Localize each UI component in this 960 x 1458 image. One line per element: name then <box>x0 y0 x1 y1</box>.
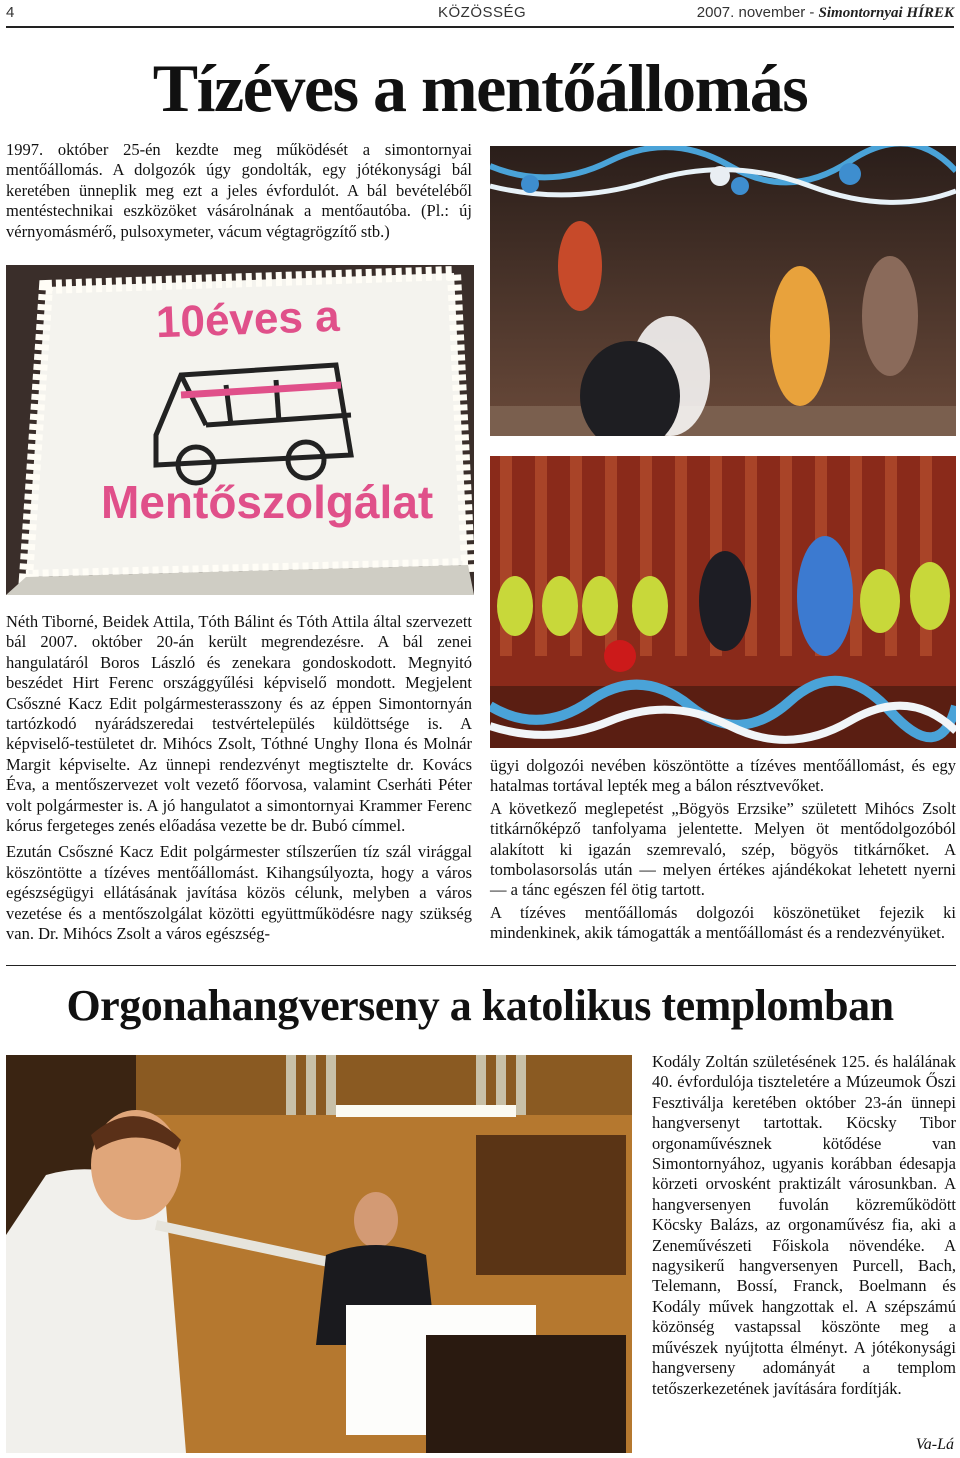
left-paragraph-1: Néth Tiborné, Beidek Attila, Tóth Bálint és Tóth Attila által szervezett bál 2007. október 20-án került megrendezésre. A bál zenei hangulatáról Boros László és zenekara gondoskodott. Megnyitó beszédet Hirt Ferenc országgyűlési képviselő mondott. Megjelent Csőszné Kacz Edit polgármesterasszony és az éppen Simontornyán tartózkodó nyárádszeredai testvértelepülés küldöttsége is. A képviselő-testületet dr. Mihócs Zsolt, Tóthné Unghy Ilona és Molnár Margit képviselte. Az ünnepi rendezvényt megtisztelte dr. Kovács Éva, a mentőszervezet volt vezető főorvosa, valamint Cserháti Péter volt polgármester is. A jó hangulatot a simontornyai Krammer Ferenc kórus fergeteges zenés előadása vezette be dr. Bubó címmel. <box>6 612 472 836</box>
article2-paragraph: Kodály Zoltán születésének 125. és halálának 40. évfordulója tiszteletére a Múzeumok Őszi Fesztiválja keretében október 23-án ünnepi hangversenyt tartottak. Köcsky Tibor orgonaművésznek kötődése van Simontornyához, ugyanis korábban édesapja körzeti orvosként praktizált városunkban. A hangversenyen fuvolán közreműködött Köcsky Balázs, az orgonaművész fia, aki a Zeneművészeti Főiskola növendéke. A nagysikerű hangversenyen Purcell, Bach, Telemann, Bossí, Franck, Boelmann és Kodály művek hangzottak el. A szépszámú közönség vastapssal köszönte meg a művészek nyújtotta élményt. A jótékonysági hangverseny adományát a templom tetőszerkezetének javítására fordítják. <box>652 1052 956 1398</box>
publication-name: Simontornyai HÍREK <box>818 5 954 21</box>
article2-body <box>652 1052 956 1405</box>
cake-inscription-bottom: Mentőszolgálat <box>101 476 434 528</box>
article1-intro <box>6 140 472 248</box>
article1-right-column <box>490 756 956 950</box>
article-separator <box>6 965 956 966</box>
right-paragraph-2: A következő meglepetést „Bögyös Erzsike” született Mihócs Zsolt titkárnőképző tanfolyama jelentette. Melyen öt mentődolgozóból alakított ki igazán szemrevaló, szép, bögyös titkárnőket. A tombolasorsolás után — melyen értékes ajándékokat lehetett nyerni — a tánc egészen fél ötig tartott. <box>490 798 956 900</box>
cake-inscription-top: 10éves a <box>155 291 341 348</box>
article2-title: Orgonahangverseny a katolikus templomban <box>66 981 894 1030</box>
stage-photo <box>490 456 956 748</box>
section-name: KÖZÖSSÉG <box>438 4 527 21</box>
issue-info <box>697 4 954 22</box>
concert-photo <box>6 1055 632 1453</box>
issue-date: 2007. november - <box>696 4 815 21</box>
header-rule <box>6 26 954 28</box>
dance-photo <box>490 146 956 436</box>
article1-title: Tízéves a mentőállomás <box>152 50 808 126</box>
page-number: 4 <box>6 4 15 21</box>
right-paragraph-3: A tízéves mentőállomás dolgozói köszönetüket fejezik ki mindenkinek, akik támogatták a mentőállomást és a rendezvényüket. <box>490 902 956 943</box>
right-paragraph-1: ügyi dolgozói nevében köszöntötte a tízéves mentőállomást, és egy hatalmas tortával lepték meg a bálon résztvevőket. <box>490 756 956 796</box>
cake-photo <box>6 265 474 595</box>
author-signature: Va-Lá <box>915 1436 954 1453</box>
intro-paragraph: 1997. október 25-én kezdte meg működését a simontornyai mentőállomás. A dolgozók úgy gondolták, egy jótékonysági bál keretében ünneplik meg ezt a jeles évfordulót. A bál bevételéből mentéstechnikai eszközöket vásárolnának a mentőautóba. (Pl.: új vérnyomásmérő, pulsoxymeter, vácum végtagrögzítő stb.) <box>6 140 472 241</box>
article1-left-column <box>6 612 472 951</box>
left-paragraph-2: Ezután Csőszné Kacz Edit polgármester stílszerűen tíz szál virággal köszöntötte a tízéves mentőállomást. Kihangsúlyozta, hogy a város egészségügyi ellátásának javítása közös célunk, melyben a város vezetése és a mentőszolgálat közötti együttműködésre nagy szükség van. Dr. Mihócs Zsolt a város egészség- <box>6 842 472 944</box>
page-header <box>6 4 954 26</box>
